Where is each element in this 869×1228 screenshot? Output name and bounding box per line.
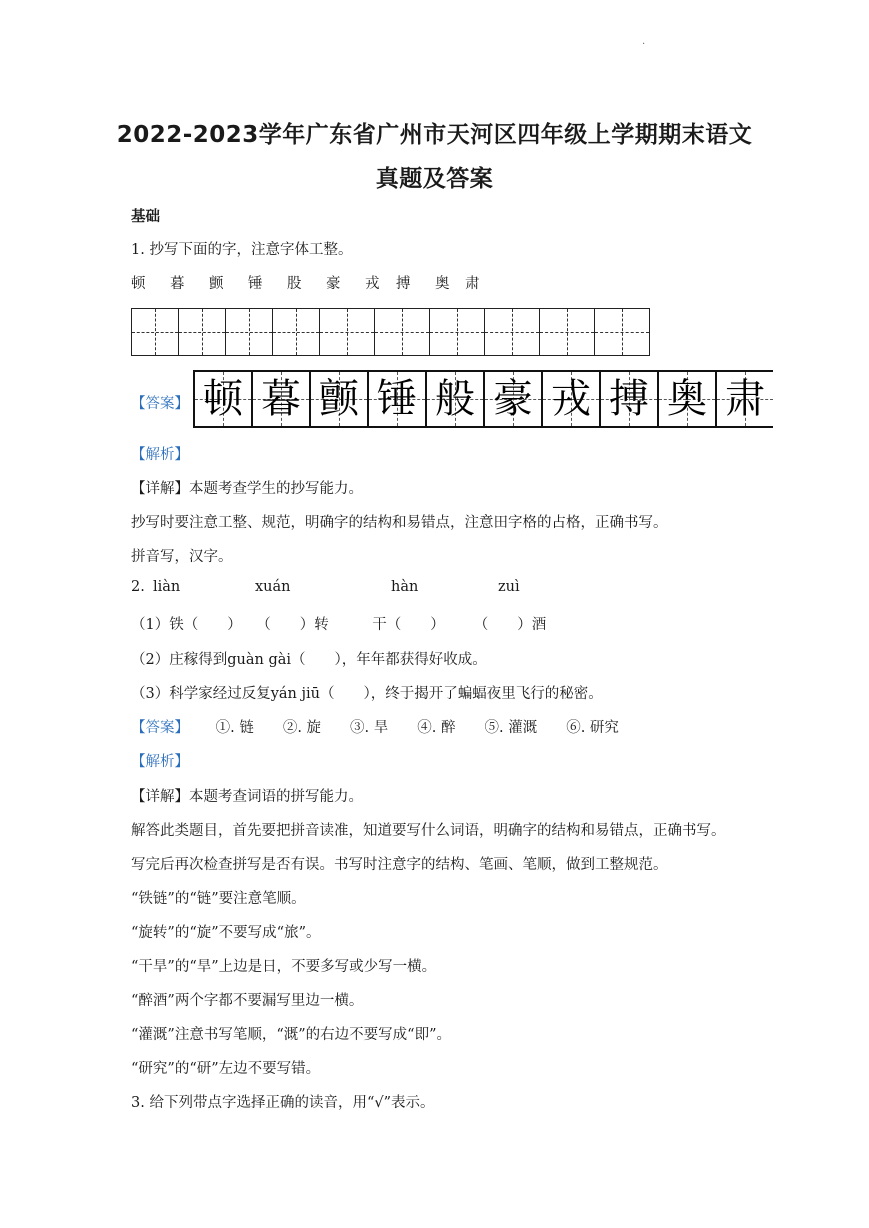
answer-cell: 颤 [309, 370, 367, 428]
q2-line: “灌溉”注意书写笔顺，“溉”的右边不要写成“即”。 [131, 1027, 451, 1043]
q2-pinyin: liàn [153, 579, 181, 595]
grid-cell [225, 308, 273, 356]
grid-cell [594, 308, 650, 356]
q2-number: 2. [131, 579, 145, 595]
grid-cell [539, 308, 595, 356]
q2-answer-label: 【答案】 [131, 720, 189, 736]
q2-line: “旋转”的“旋”不要写成“旅”。 [131, 925, 321, 941]
page-title: 2022-2023学年广东省广州市天河区四年级上学期期末语文 [116, 122, 753, 148]
q2-answers: ①. 链 ②. 旋 ③. 旱 ④. 醉 ⑤. 灌溉 ⑥. 研究 [215, 720, 619, 736]
q2-pinyin: zuì [498, 579, 520, 595]
q1-detail: 【详解】本题考查学生的抄写能力。 [131, 481, 363, 497]
grid-cell [178, 308, 226, 356]
q1-char: 搏 [396, 276, 411, 292]
q1-line: 抄写时要注意工整、规范，明确字的结构和易错点，注意田字格的占格，正确书写。 [131, 515, 668, 531]
q1-line: 拼音写，汉字。 [131, 549, 233, 565]
q2-analysis-label: 【解析】 [131, 754, 189, 770]
answer-cell: 肃 [715, 370, 773, 428]
page-subtitle: 真题及答案 [375, 166, 494, 192]
q1-char: 股 [287, 276, 302, 292]
grid-cell [429, 308, 485, 356]
q1-char: 豪 [326, 276, 341, 292]
q2-line: “铁链”的“链”要注意笔顺。 [131, 891, 306, 907]
q3-prompt: 3. 给下列带点字选择正确的读音，用“√”表示。 [131, 1095, 435, 1111]
q2-line: 写完后再次检查拼写是否有误。书写时注意字的结构、笔画、笔顺，做到工整规范。 [131, 857, 668, 873]
q2-line: 解答此类题目，首先要把拼音读准，知道要写什么词语，明确字的结构和易错点，正确书写。 [131, 823, 726, 839]
q1-answer-label: 【答案】 [131, 396, 189, 412]
q2-pinyin: xuán [255, 579, 291, 595]
answer-grid [193, 370, 773, 428]
q1-char: 颤 [209, 276, 224, 292]
q1-char: 暮 [170, 276, 185, 292]
q2-detail: 【详解】本题考查词语的拼写能力。 [131, 789, 363, 805]
q1-char: 肃 [465, 276, 480, 292]
grid-cell [319, 308, 375, 356]
section-heading: 基础 [131, 209, 160, 225]
header-mark: . [642, 36, 646, 47]
q2-pinyin: hàn [391, 579, 419, 595]
q2-line: “醉酒”两个字都不要漏写里边一横。 [131, 993, 364, 1009]
q2-sub3: （3）科学家经过反复yán jiū（ ），终于揭开了蝙蝠夜里飞行的秘密。 [131, 686, 603, 702]
answer-cell: 顿 [193, 370, 251, 428]
grid-cell [272, 308, 320, 356]
answer-cell: 般 [425, 370, 483, 428]
q2-answer-row [131, 716, 619, 737]
q2-sub2: （2）庄稼得到guàn gài（ ），年年都获得好收成。 [131, 652, 487, 668]
writing-grid [131, 308, 649, 356]
grid-cell [131, 308, 179, 356]
grid-cell [374, 308, 430, 356]
answer-cell: 豪 [483, 370, 541, 428]
answer-cell: 暮 [251, 370, 309, 428]
q2-line: “干旱”的“旱”上边是日，不要多写或少写一横。 [131, 959, 437, 975]
q2-line: “研究”的“研”左边不要写错。 [131, 1061, 321, 1077]
answer-cell: 搏 [599, 370, 657, 428]
q1-char: 锤 [248, 276, 263, 292]
answer-cell: 锤 [367, 370, 425, 428]
q1-char: 戎 [365, 276, 380, 292]
grid-cell [484, 308, 540, 356]
q2-sub1: （1）铁（ ） （ ）转 干（ ） （ ）酒 [131, 617, 547, 633]
q1-char: 顿 [131, 276, 146, 292]
q1-analysis-label: 【解析】 [131, 447, 189, 463]
q1-prompt: 1. 抄写下面的字，注意字体工整。 [131, 242, 353, 258]
answer-cell: 戎 [541, 370, 599, 428]
q2-pinyin-row [131, 579, 551, 599]
answer-cell: 奥 [657, 370, 715, 428]
q1-char: 奥 [435, 276, 450, 292]
q1-char-list [131, 272, 504, 293]
